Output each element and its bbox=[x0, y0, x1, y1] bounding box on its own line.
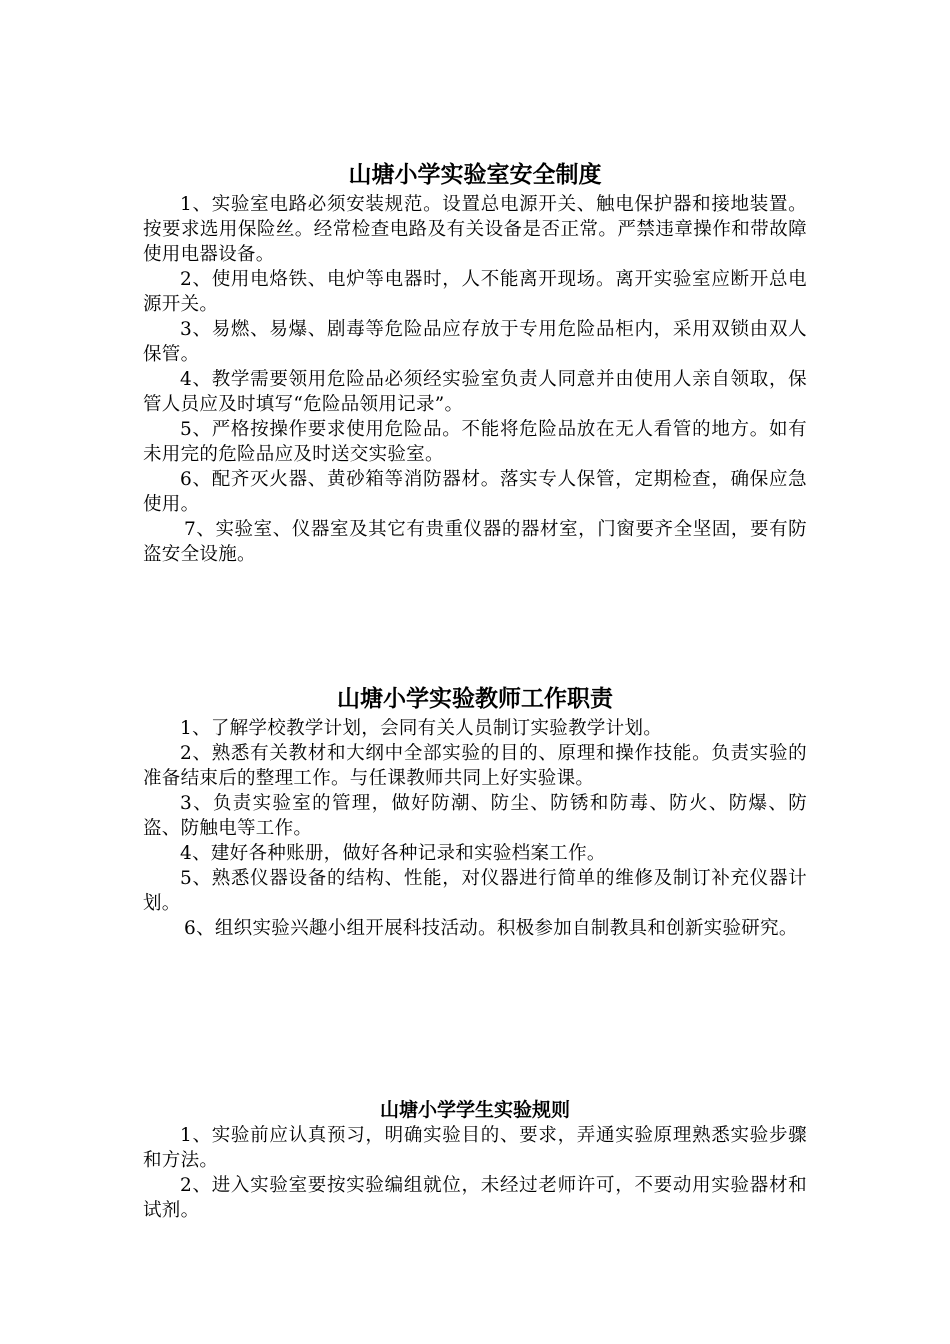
rule-item: 2、使用电烙铁、电炉等电器时，人不能离开现场。离开实验室应断开总电源开关。 bbox=[143, 269, 807, 315]
rule-item: 4、教学需要领用危险品必须经实验室负责人同意并由使用人亲自领取，保管人员应及时填写“危险品领用记录”。 bbox=[143, 369, 807, 415]
student-rule-item: 2、进入实验室要按实验编组就位，未经过老师许可，不要动用实验器材和试剂。 bbox=[143, 1175, 807, 1221]
student-rules-section bbox=[143, 1097, 807, 1223]
duty-item: 3、负责实验室的管理，做好防潮、防尘、防锈和防毒、防火、防爆、防盗、防触电等工作。 bbox=[143, 793, 807, 839]
rule-item: 3、易燃、易爆、剧毒等危险品应存放于专用危险品柜内，采用双锁由双人保管。 bbox=[143, 319, 807, 365]
duty-item: 2、熟悉有关教材和大纲中全部实验的目的、原理和操作技能。负责实验的准备结束后的整理工作。与任课教师共同上好实验课。 bbox=[143, 743, 807, 789]
lab-safety-rules-section bbox=[143, 158, 807, 567]
section-title: 山塘小学实验室安全制度 bbox=[348, 161, 602, 188]
duty-item: 4、建好各种账册，做好各种记录和实验档案工作。 bbox=[180, 843, 606, 864]
rule-item: 1、实验室电路必须安装规范。设置总电源开关、触电保护器和接地装置。按要求选用保险丝。经常检查电路及有关设备是否正常。严禁违章操作和带故障使用电器设备。 bbox=[143, 194, 807, 265]
teacher-duties-section bbox=[143, 682, 807, 941]
rule-item: 7、实验室、仪器室及其它有贵重仪器的器材室，门窗要齐全坚固，要有防盗安全设施。 bbox=[143, 519, 807, 565]
section-title: 山塘小学学生实验规则 bbox=[379, 1099, 570, 1121]
student-rule-item: 1、实验前应认真预习，明确实验目的、要求，弄通实验原理熟悉实验步骤和方法。 bbox=[143, 1125, 807, 1171]
duty-item: 6、组织实验兴趣小组开展科技活动。积极参加自制教具和创新实验研究。 bbox=[184, 918, 798, 939]
rule-item: 5、严格按操作要求使用危险品。不能将危险品放在无人看管的地方。如有未用完的危险品应及时送交实验室。 bbox=[143, 419, 807, 465]
duty-item: 1、了解学校教学计划，会同有关人员制订实验教学计划。 bbox=[180, 718, 663, 739]
section-title: 山塘小学实验教师工作职责 bbox=[337, 685, 613, 712]
rule-item: 6、配齐灭火器、黄砂箱等消防器材。落实专人保管，定期检查，确保应急使用。 bbox=[143, 469, 807, 515]
duty-item: 5、熟悉仪器设备的结构、性能，对仪器进行简单的维修及制订补充仪器计划。 bbox=[143, 868, 807, 914]
